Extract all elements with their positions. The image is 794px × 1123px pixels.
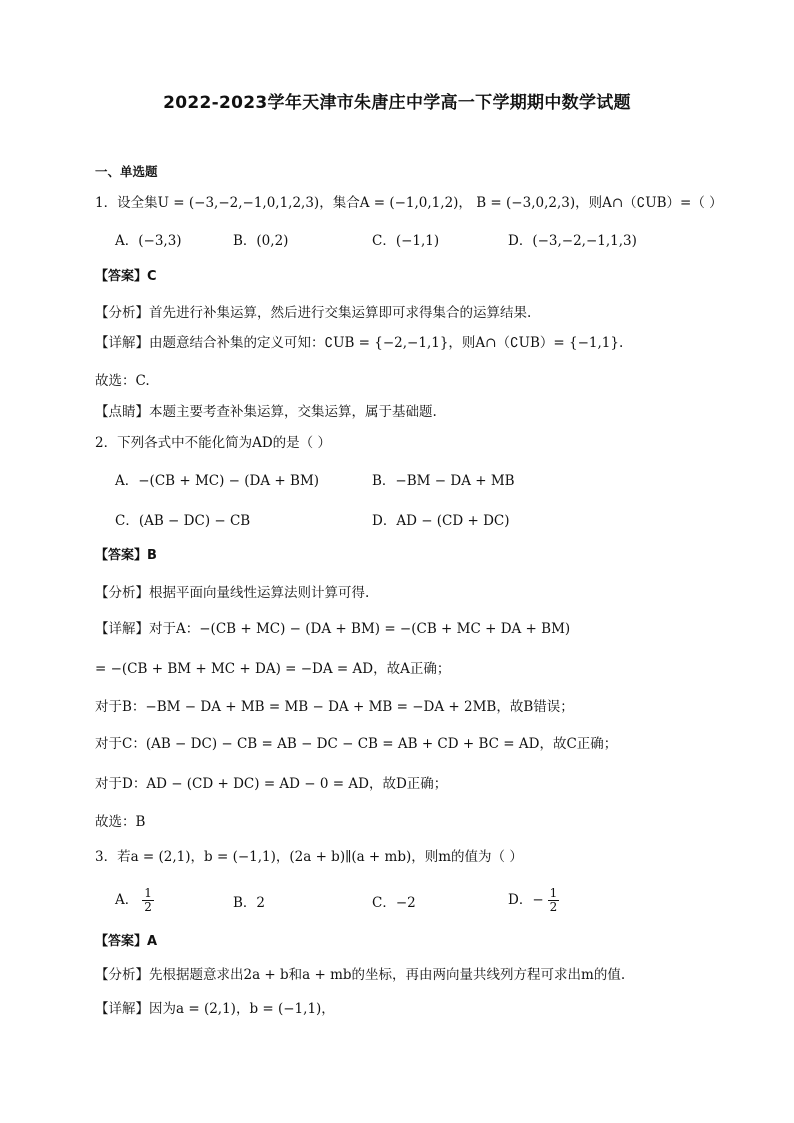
q3-option-a-numerator: 1	[144, 886, 152, 900]
q1-analysis: 【分析】首先进行补集运算，然后进行交集运算即可求得集合的运算结果.	[95, 305, 532, 321]
page-title: 2022-2023学年天津市朱唐庄中学高一下学期期中数学试题	[163, 93, 631, 113]
q1-answer: 【答案】C	[95, 269, 157, 284]
q3-detail: 【详解】因为a = (2,1)，b = (−1,1)，	[95, 1001, 335, 1017]
q3-option-b: B．2	[233, 895, 266, 911]
q1-option-c: C．(−1,1)	[372, 233, 440, 249]
q2-detail-line-4: 对于C：(AB − DC) − CB = AB − DC − CB = AB + CD + BC = AD，故C正确；	[95, 736, 618, 752]
q3-option-a-fraction	[142, 887, 154, 914]
q3-option-a-denominator: 2	[144, 900, 152, 914]
q2-detail-line-5: 对于D：AD − (CD + DC) = AD − 0 = AD，故D正确；	[95, 776, 448, 792]
q3-option-d-denominator: 2	[549, 900, 558, 914]
q2-answer: 【答案】B	[95, 548, 157, 563]
q2-stem: 2．下列各式中不能化简为AD的是（ ）	[95, 435, 331, 451]
q2-option-a: A．−(CB + MC) − (DA + BM)	[115, 473, 320, 489]
q1-stem: 1．设全集U = (−3,−2,−1,0,1,2,3)，集合A = (−1,0,1,2)， B = (−3,0,2,3)，则A∩（∁UB）=（ ）	[95, 195, 723, 211]
q2-option-d: D．AD − (CD + DC)	[372, 513, 510, 529]
q3-option-c: C．−2	[372, 895, 416, 911]
q3-answer: 【答案】A	[95, 934, 158, 949]
q1-comment: 【点睛】本题主要考查补集运算，交集运算，属于基础题.	[95, 404, 437, 420]
q2-detail-line-2: = −(CB + BM + MC + DA) = −DA = AD，故A正确；	[95, 661, 451, 677]
q1-option-d: D．(−3,−2,−1,1,3)	[508, 233, 637, 249]
q1-option-b: B．(0,2)	[233, 233, 289, 249]
q3-option-d-fraction	[548, 887, 560, 914]
q2-choice: 故选：B	[95, 814, 146, 830]
q2-detail-line-1: 【详解】对于A：−(CB + MC) − (DA + BM) = −(CB + MC + DA + BM)	[95, 621, 571, 637]
q2-analysis: 【分析】根据平面向量线性运算法则计算可得.	[95, 585, 370, 601]
q1-choice: 故选：C.	[95, 373, 150, 389]
q3-analysis: 【分析】先根据题意求出2a + b和a + mb的坐标，再由两向量共线列方程可求出m的值.	[95, 967, 626, 983]
q1-detail: 【详解】由题意结合补集的定义可知：∁UB = {−2,−1,1}，则A∩（∁UB）= {−1,1}.	[95, 335, 624, 351]
q2-detail-line-3: 对于B：−BM − DA + MB = MB − DA + MB = −DA + 2MB，故B错误；	[95, 699, 574, 715]
q3-option-a-label: A．	[115, 892, 139, 908]
q2-option-c: C．(AB − DC) − CB	[115, 513, 251, 529]
q3-option-d-label: D．−	[508, 892, 544, 908]
q2-option-b: B．−BM − DA + MB	[372, 473, 515, 489]
q3-stem: 3．若a = (2,1)，b = (−1,1)，(2a + b)∥(a + mb)，则m的值为（ ）	[95, 849, 523, 865]
q3-option-d	[508, 887, 559, 914]
section-heading: 一、单选题	[95, 164, 158, 179]
q3-option-a	[115, 887, 154, 914]
q3-option-d-numerator: 1	[549, 886, 558, 900]
q1-option-a: A．(−3,3)	[115, 233, 182, 249]
